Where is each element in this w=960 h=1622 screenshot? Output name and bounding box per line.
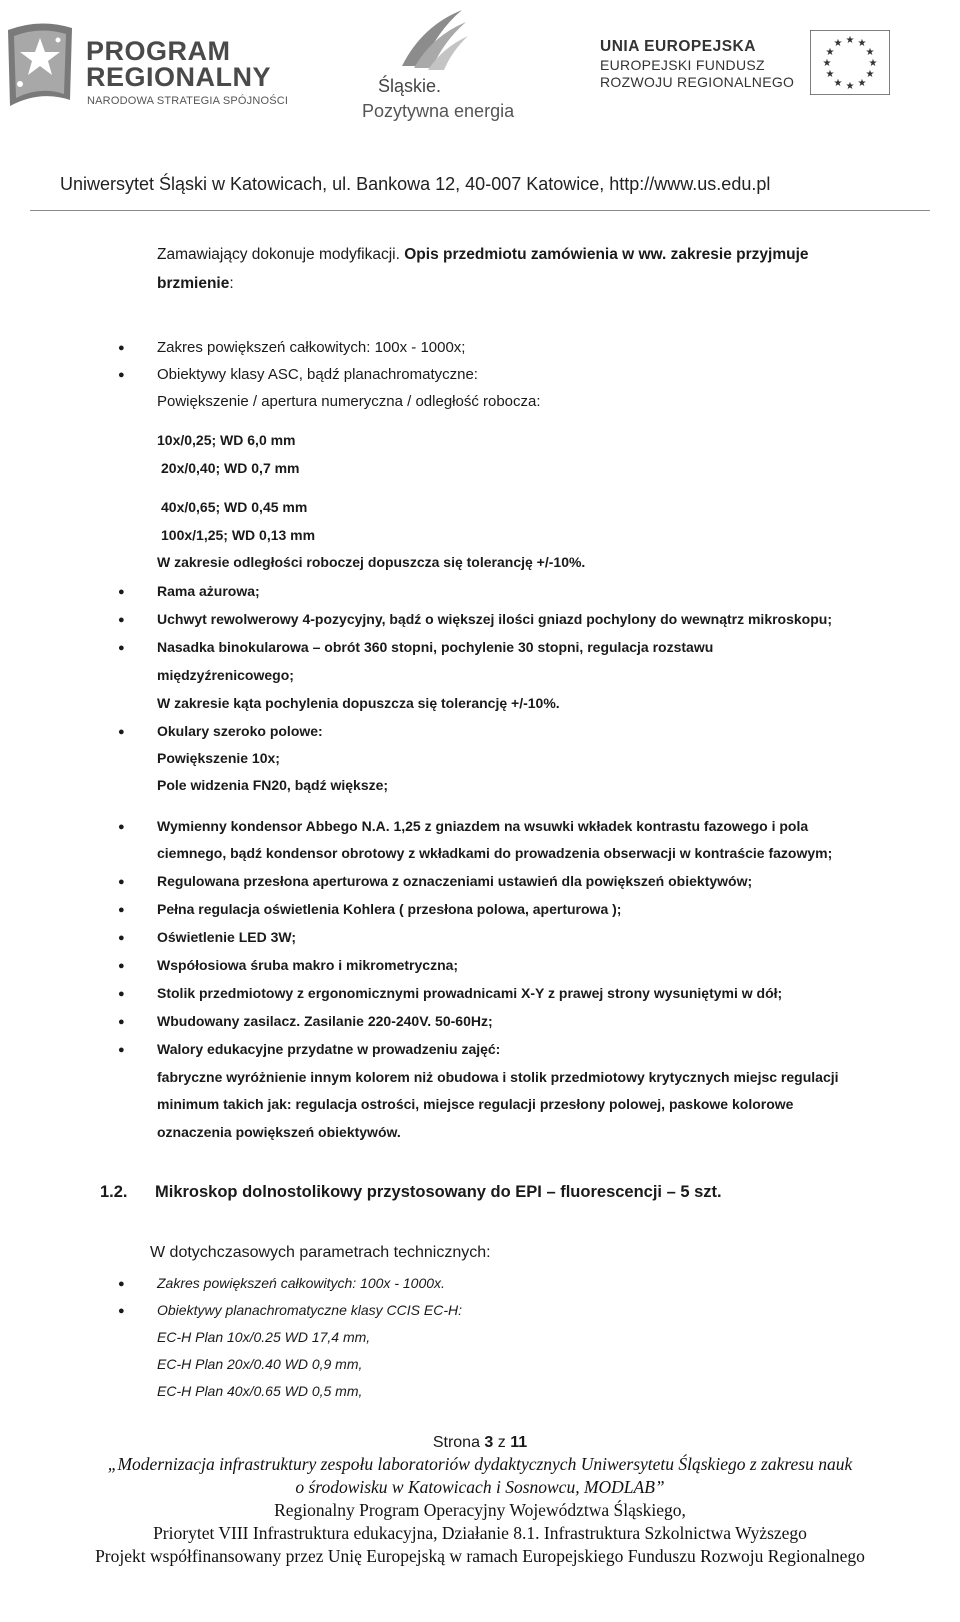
eu-line3: ROZWOJU REGIONALNEGO (600, 74, 795, 90)
logo-unia-europejska (600, 30, 930, 110)
star-flag-icon (0, 10, 80, 115)
spec-item: Współosiowa śruba makro i mikrometryczna; (157, 957, 459, 973)
bullet-icon: ● (118, 1278, 125, 1290)
spec-item-cont: minimum takich jak: regulacja ostrości, miejsce regulacji przesłony polowej, paskowe kolorowe (157, 1096, 794, 1112)
bullet-icon: ● (118, 342, 125, 354)
intro-text: Zamawiający dokonuje modyfikacji. (157, 246, 405, 263)
header-divider (30, 210, 930, 211)
intro-line2 (157, 276, 234, 292)
spec-item: Wymienny kondensor Abbego N.A. 1,25 z gniazdem na wsuwki wkładek kontrastu fazowego i pola (157, 818, 809, 834)
spec-item: Obiektywy klasy ASC, bądź planachromatyczne: (157, 366, 478, 383)
page-label: Strona (432, 1434, 480, 1451)
spec-item-cont: Powiększenie 10x; (157, 750, 280, 766)
bullet-icon: ● (118, 960, 125, 972)
header-address: Uniwersytet Śląski w Katowicach, ul. Bankowa 12, 40-007 Katowice, http://www.us.edu.pl (60, 174, 771, 194)
bullet-icon: ● (118, 876, 125, 888)
intro-colon: : (229, 275, 234, 292)
section-intro: W dotychczasowych parametrach technicznych: (150, 1244, 491, 1261)
bullet-icon: ● (118, 726, 125, 738)
objective-row: EC-H Plan 40x/0.65 WD 0,5 mm, (157, 1383, 363, 1399)
bullet-icon: ● (118, 1016, 125, 1028)
footer-program: Regionalny Program Operacyjny Województwa Śląskiego, (274, 1500, 686, 1520)
objective-row: 20x/0,40; WD 0,7 mm (161, 460, 300, 476)
tolerance-note: W zakresie kąta pochylenia dopuszcza się tolerancję +/-10%. (157, 695, 560, 711)
svg-text:★: ★ (845, 35, 855, 46)
page-current: 3 (484, 1434, 494, 1451)
spec-item: Walory edukacyjne przydatne w prowadzeniu zajęć: (157, 1041, 501, 1057)
bullet-icon: ● (118, 614, 125, 626)
bullet-icon: ● (118, 369, 125, 381)
logo-slaskie-tagline: Pozytywna energia (362, 101, 515, 121)
bullet-icon: ● (118, 586, 125, 598)
objective-row: 40x/0,65; WD 0,45 mm (161, 499, 308, 515)
spec-item-cont: Pole widzenia FN20, bądź większe; (157, 777, 389, 793)
spec-item: Uchwyt rewolwerowy 4-pozycyjny, bądź o większej ilości gniazd pochylony do wewnątrz mikroskopu; (157, 611, 832, 627)
spec-item: Regulowana przesłona aperturowa z oznaczeniami ustawień dla powiększeń obiektywów; (157, 873, 753, 889)
spec-item: Pełna regulacja oświetlenia Kohlera ( przesłona polowa, aperturowa ); (157, 901, 622, 917)
spec-item-cont: oznaczenia powiększeń obiektywów. (157, 1124, 401, 1140)
objective-row: EC-H Plan 10x/0.25 WD 17,4 mm, (157, 1329, 371, 1345)
spec-item-cont: ciemnego, bądź kondensor obrotowy z wkładkami do prowadzenia obserwacji w kontraście fazowym; (157, 845, 833, 861)
spec-item: Oświetlenie LED 3W; (157, 929, 296, 945)
footer-funding: Projekt współfinansowany przez Unię Europejską w ramach Europejskiego Funduszu Rozwoju Regionalnego (95, 1546, 865, 1566)
bullet-icon: ● (118, 1044, 125, 1056)
eu-line1: UNIA EUROPEJSKA (600, 38, 756, 55)
svg-text:★: ★ (868, 58, 878, 69)
svg-text:★: ★ (825, 69, 835, 80)
eu-line2: EUROPEJSKI FUNDUSZ (600, 57, 765, 73)
bullet-icon: ● (118, 988, 125, 1000)
section-title: Mikroskop dolnostolikowy przystosowany do EPI – fluorescencji – 5 szt. (155, 1183, 722, 1201)
bullet-icon: ● (118, 1305, 125, 1317)
bullet-icon: ● (118, 642, 125, 654)
svg-text:★: ★ (857, 38, 867, 49)
footer-project-title-line1: „Modernizacja infrastruktury zespołu laboratoriów dydaktycznych Uniwersytetu Śląskiego z zakresu nauk (107, 1454, 853, 1474)
tolerance-note: W zakresie odległości roboczej dopuszcza się tolerancję +/-10%. (157, 554, 586, 570)
logo-subtitle: NARODOWA STRATEGIA SPÓJNOŚCI (87, 95, 289, 107)
logo-title-line2: REGIONALNY (86, 62, 272, 92)
svg-text:★: ★ (825, 47, 835, 58)
spec-item: Stolik przedmiotowy z ergonomicznymi prowadnicami X-Y z prawej strony wysuniętymi w dół; (157, 985, 783, 1001)
eu-stars-flag-icon (810, 30, 890, 95)
svg-text:★: ★ (845, 81, 855, 92)
page-number (0, 1434, 960, 1452)
page-total: 11 (510, 1434, 528, 1451)
bullet-icon: ● (118, 821, 125, 833)
bullet-icon: ● (118, 932, 125, 944)
spec-item: Nasadka binokularowa – obrót 360 stopni, pochylenie 30 stopni, regulacja rozstawu (157, 639, 714, 655)
intro-bold-text: Opis przedmiotu zamówienia w ww. zakresie przyjmuje (404, 246, 809, 263)
svg-text:★: ★ (833, 78, 843, 89)
svg-text:★: ★ (833, 38, 843, 49)
spec-item: Okulary szeroko polowe: (157, 723, 323, 739)
logo-slaskie (360, 6, 530, 126)
svg-text:★: ★ (822, 58, 832, 69)
spec-item: Obiektywy planachromatyczne klasy CCIS EC-H: (157, 1302, 462, 1318)
intro-line1 (157, 247, 809, 263)
logo-slaskie-name: Śląskie. (378, 76, 442, 96)
spec-item: Rama ażurowa; (157, 583, 260, 599)
objective-row: 100x/1,25; WD 0,13 mm (161, 527, 316, 543)
intro-bold-word: brzmienie (157, 275, 230, 292)
objective-row: 10x/0,25; WD 6,0 mm (157, 432, 296, 448)
page-of: z (497, 1434, 506, 1451)
footer-priority: Priorytet VIII Infrastruktura edukacyjna, Działanie 8.1. Infrastruktura Szkolnictwa Wyższego (153, 1523, 807, 1543)
swirl-logo-icon (392, 6, 472, 74)
spec-item-cont: międzyźrenicowego; (157, 667, 294, 683)
footer-project-title-line2: o środowisku w Katowicach i Sosnowcu, MODLAB” (295, 1477, 665, 1497)
bullet-icon: ● (118, 904, 125, 916)
spec-item: Zakres powiększeń całkowitych: 100x - 1000x. (157, 1275, 445, 1291)
objective-row: EC-H Plan 20x/0.40 WD 0,9 mm, (157, 1356, 363, 1372)
spec-item-cont: fabryczne wyróżnienie innym kolorem niż obudowa i stolik przedmiotowy krytycznych miejsc regulacji (157, 1069, 839, 1085)
svg-text:★: ★ (865, 69, 875, 80)
logo-title-line1: PROGRAM (86, 36, 231, 66)
spec-item: Zakres powiększeń całkowitych: 100x - 1000x; (157, 339, 466, 356)
svg-text:★: ★ (865, 47, 875, 58)
svg-text:★: ★ (857, 78, 867, 89)
logo-program-regionalny (0, 10, 320, 120)
section-number: 1.2. (100, 1183, 128, 1201)
spec-item: Wbudowany zasilacz. Zasilanie 220-240V. 50-60Hz; (157, 1013, 493, 1029)
spec-item-sub: Powiększenie / apertura numeryczna / odległość robocza: (157, 393, 541, 410)
